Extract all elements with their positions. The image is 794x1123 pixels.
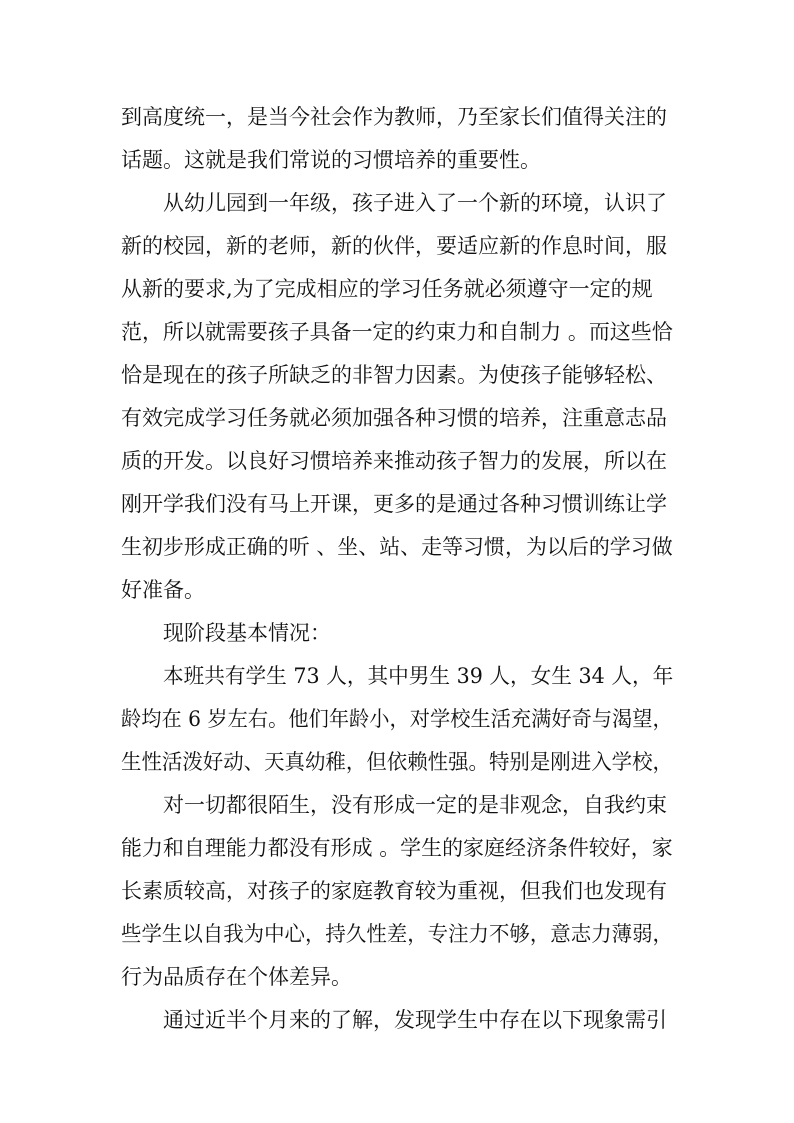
text-line-5: 从新的要求,为了完成相应的学习任务就必须遵守一定的规 [121,277,653,301]
text-line-7: 恰是现在的孩子所缺乏的非智力因素。为使孩子能够轻松、 [121,363,667,387]
text-line-1: 到高度统一，是当今社会作为教师，乃至家长们值得关注的 [121,105,667,129]
text-line-21: 行为品质存在个体差异。 [121,965,352,989]
text-line-9: 质的开发。以良好习惯培养来推动孩子智力的发展，所以在 [121,449,667,473]
text-line-8: 有效完成学习任务就必须加强各种习惯的培养，注重意志品 [121,406,667,430]
text-line-10: 刚开学我们没有马上开课，更多的是通过各种习惯训练让学 [121,492,667,516]
text-line-18: 能力和自理能力都没有形成 。学生的家庭经济条件较好，家 [121,836,673,860]
text-line-2: 话题。这就是我们常说的习惯培养的重要性。 [121,148,541,172]
text-line-6: 范，所以就需要孩子具备一定的约束力和自制力 。而这些恰 [121,320,673,344]
text-line-20: 些学生以自我为中心，持久性差，专注力不够，意志力薄弱， [121,922,673,946]
text-line-3: 从幼儿园到一年级，孩子进入了一个新的环境，认识了 [163,191,667,215]
text-line-17: 对一切都很陌生，没有形成一定的是非观念，自我约束 [163,793,667,817]
text-line-16: 生性活泼好动、天真幼稚，但依赖性强。特别是刚进入学校， [121,750,673,774]
text-line-14: 本班共有学生 73 人，其中男生 39 人，女生 34 人，年 [163,664,674,688]
text-line-11: 生初步形成正确的听 、坐、站、走等习惯，为以后的学习做 [121,535,673,559]
text-line-22: 通过近半个月来的了解，发现学生中存在以下现象需引 [163,1008,667,1032]
text-line-19: 长素质较高，对孩子的家庭教育较为重视，但我们也发现有 [121,879,667,903]
text-line-12: 好准备。 [121,578,205,602]
text-line-4: 新的校园，新的老师，新的伙伴，要适应新的作息时间，服 [121,234,667,258]
text-line-15: 龄均在 6 岁左右。他们年龄小，对学校生活充满好奇与渴望， [121,707,673,731]
text-line-13: 现阶段基本情况： [163,621,331,645]
